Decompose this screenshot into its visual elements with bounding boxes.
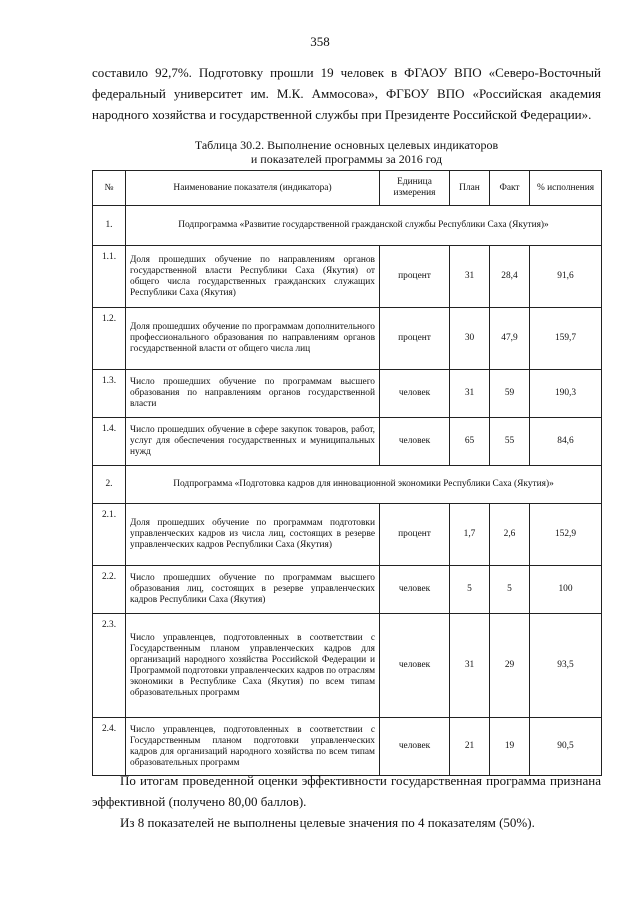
row-name: Число прошедших обучение в сфере закупок товаров, работ, услуг для обеспечения государственных и муниципальных нужд	[126, 418, 380, 466]
row-unit: человек	[380, 614, 450, 718]
row-num: 2.3.	[93, 614, 126, 718]
header-plan: План	[450, 171, 490, 206]
row-num: 2.2.	[93, 566, 126, 614]
row-pct: 90,5	[530, 718, 602, 776]
row-num: 1.1.	[93, 246, 126, 308]
table-header-row	[93, 171, 602, 206]
table-row	[93, 566, 602, 614]
header-num: №	[93, 171, 126, 206]
section-row	[93, 206, 602, 246]
row-plan: 31	[450, 370, 490, 418]
table-row	[93, 418, 602, 466]
row-fact: 55	[490, 418, 530, 466]
row-fact: 47,9	[490, 308, 530, 370]
row-unit: человек	[380, 718, 450, 776]
row-unit: человек	[380, 418, 450, 466]
row-fact: 19	[490, 718, 530, 776]
row-plan: 31	[450, 246, 490, 308]
row-num: 2.1.	[93, 504, 126, 566]
row-pct: 84,6	[530, 418, 602, 466]
row-name: Число прошедших обучение по программам высшего образования по направлениям органов государственной власти	[126, 370, 380, 418]
row-unit: процент	[380, 504, 450, 566]
section-row	[93, 466, 602, 504]
row-pct: 152,9	[530, 504, 602, 566]
row-num: 1.2.	[93, 308, 126, 370]
table-row	[93, 504, 602, 566]
row-plan: 31	[450, 614, 490, 718]
caption-line-2: и показателей программы за 2016 год	[250, 152, 443, 166]
row-unit: человек	[380, 370, 450, 418]
row-plan: 30	[450, 308, 490, 370]
row-unit: процент	[380, 246, 450, 308]
row-name: Число управленцев, подготовленных в соответствии с Государственным планом подготовки управленческих кадров для организаций народного хозяйства по всем типам образовательных программ	[126, 718, 380, 776]
row-fact: 59	[490, 370, 530, 418]
row-name: Число управленцев, подготовленных в соответствии с Государственным планом управленческих кадров для организаций народного хозяйства Российской Федерации и Программой подготовки управленческих кадров по отраслям экономики в Республике Саха (Якутия) по всем типам образовательных программ	[126, 614, 380, 718]
row-name: Доля прошедших обучение по программам дополнительного профессионального образования по направлениям органов государственной власти от общего числа лиц	[126, 308, 380, 370]
header-fact: Факт	[490, 171, 530, 206]
section-title: Подпрограмма «Подготовка кадров для инновационной экономики Республики Саха (Якутия)»	[126, 466, 602, 504]
row-pct: 159,7	[530, 308, 602, 370]
row-name: Число прошедших обучение по программам высшего образования лиц, состоящих в резерве управленческих кадров Республики Саха (Якутия)	[126, 566, 380, 614]
row-num: 1.3.	[93, 370, 126, 418]
table-row	[93, 370, 602, 418]
header-unit: Единица измерения	[380, 171, 450, 206]
table-row	[93, 308, 602, 370]
table-row	[93, 246, 602, 308]
row-name: Доля прошедших обучение по программам подготовки управленческих кадров из числа лиц, состоящих в резерве управленческих кадров Республики Саха (Якутия)	[126, 504, 380, 566]
header-name: Наименование показателя (индикатора)	[126, 171, 380, 206]
header-pct: % исполнения	[530, 171, 602, 206]
row-plan: 1,7	[450, 504, 490, 566]
row-num: 2.4.	[93, 718, 126, 776]
row-pct: 100	[530, 566, 602, 614]
row-fact: 2,6	[490, 504, 530, 566]
row-unit: процент	[380, 308, 450, 370]
table-row	[93, 718, 602, 776]
section-num: 1.	[93, 206, 126, 246]
row-pct: 91,6	[530, 246, 602, 308]
page-number: 358	[310, 34, 330, 49]
row-fact: 29	[490, 614, 530, 718]
row-pct: 190,3	[530, 370, 602, 418]
indicators-table	[92, 170, 602, 776]
section-num: 2.	[93, 466, 126, 504]
caption-line-1: Таблица 30.2. Выполнение основных целевых индикаторов	[194, 138, 499, 152]
row-plan: 65	[450, 418, 490, 466]
conclusion-paragraph: По итогам проведенной оценки эффективности государственная программа признана эффективной (получено 80,00 баллов).	[92, 773, 601, 809]
intro-paragraph: составило 92,7%. Подготовку прошли 19 человек в ФГАОУ ВПО «Северо-Восточный федеральный университет им. М.К. Аммосова», ФГБОУ ВПО «Российская академия народного хозяйства и государственной службы при Президенте Российской Федерации».	[92, 65, 601, 122]
table-caption	[92, 138, 601, 166]
row-name: Доля прошедших обучение по направлениям органов государственной власти Республики Саха (Якутия) от общего числа государственных гражданских служащих Республики Саха (Якутия)	[126, 246, 380, 308]
row-unit: человек	[380, 566, 450, 614]
row-plan: 21	[450, 718, 490, 776]
summary-paragraph: Из 8 показателей не выполнены целевые значения по 4 показателям (50%).	[120, 815, 535, 830]
row-num: 1.4.	[93, 418, 126, 466]
row-fact: 5	[490, 566, 530, 614]
table-row	[93, 614, 602, 718]
row-fact: 28,4	[490, 246, 530, 308]
row-plan: 5	[450, 566, 490, 614]
row-pct: 93,5	[530, 614, 602, 718]
section-title: Подпрограмма «Развитие государственной гражданской службы Республики Саха (Якутия)»	[126, 206, 602, 246]
